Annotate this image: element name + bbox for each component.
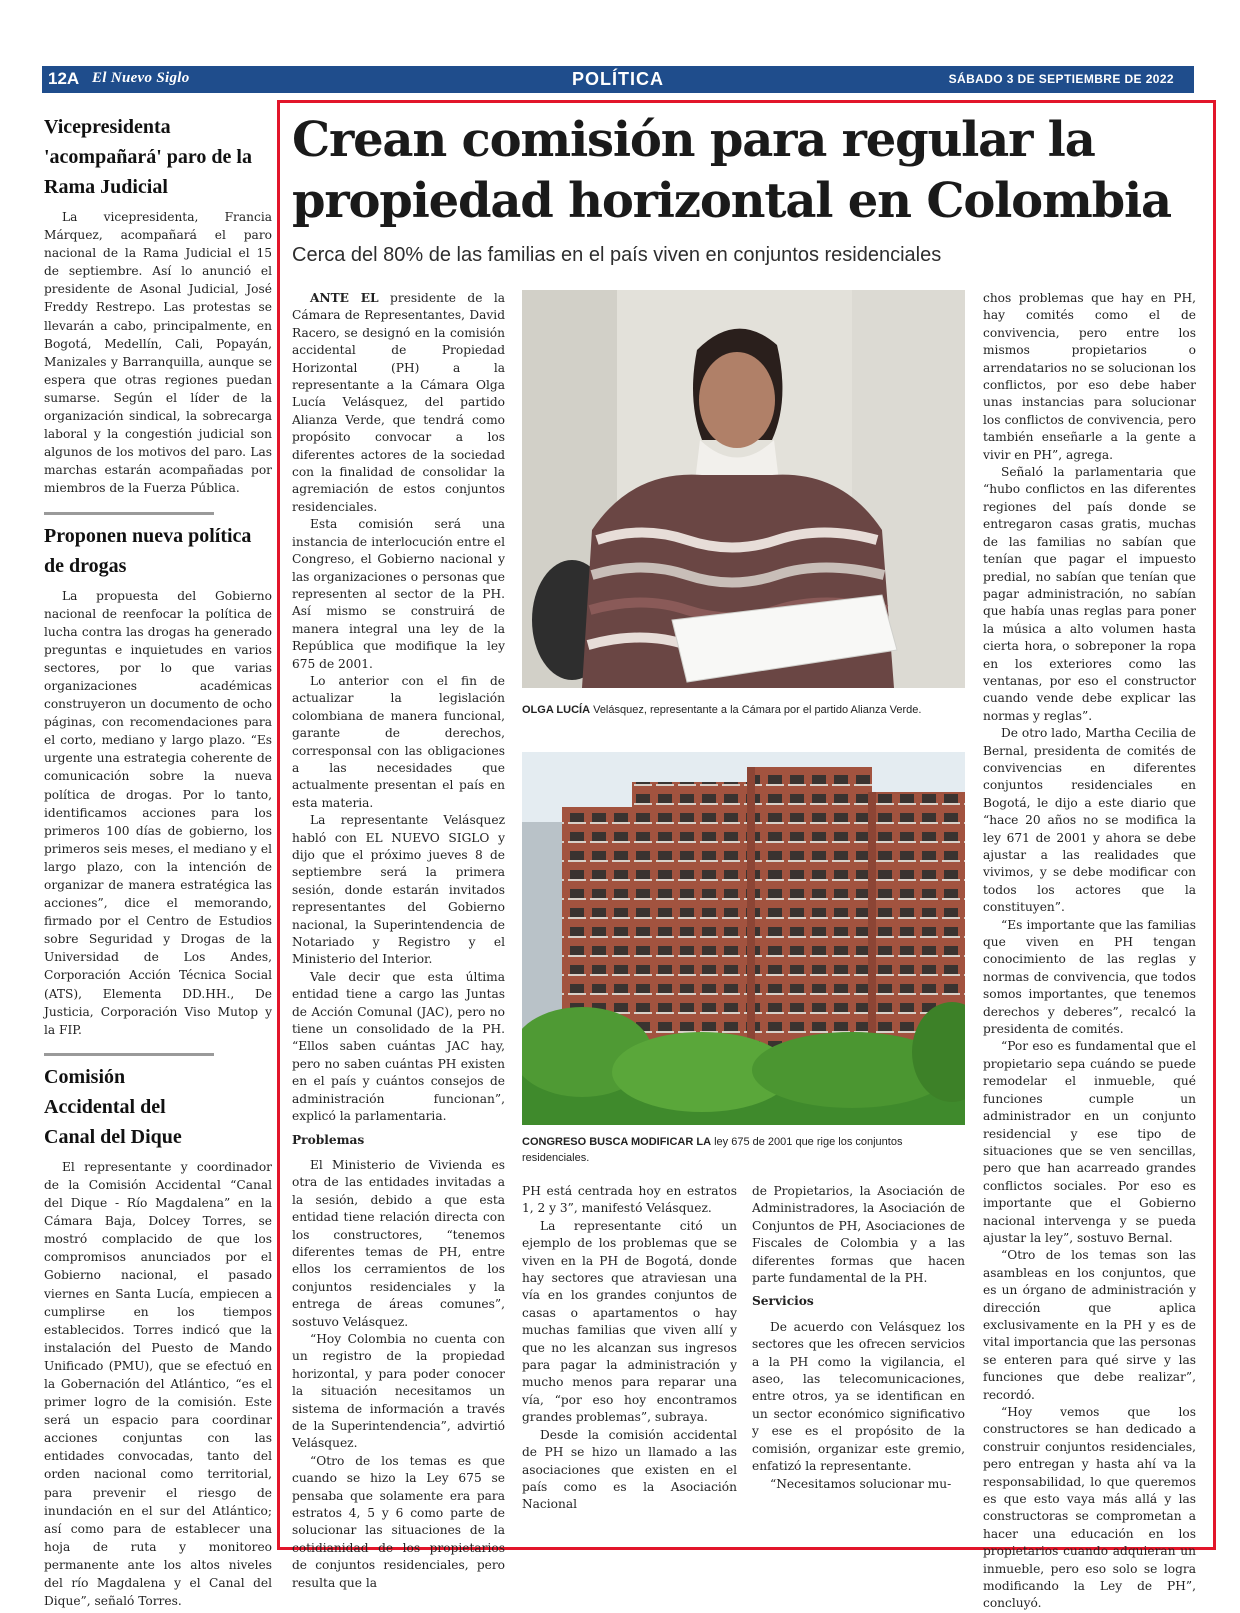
divider <box>44 512 214 515</box>
sidebar-briefs <box>44 112 272 1610</box>
brief-body: El representante y coordinador de la Comisión Accidental “Canal del Dique - Río Magdalena” en la Cámara Baja, Dolcey Torres, se mostró complacido de que los compromisos anunciados por el Gobierno nacional, el pasado viernes en Santa Lucía, empiecen a cumplirse en los tiempos establecidos. Torres indicó que la instalación del Puesto de Mando Unificado (PMU), que se efectuó en la Gobernación del Atlántico, “es el primer logro de la comisión. Este será un espacio para coordinar acciones conjuntas con las entidades convocadas, tanto del orden nacional como territorial, para prevenir el riesgo de inundación en el sur del Atlántico; así como para de establecer una hoja de ruta y monitoreo permanente ante los altos niveles del río Magdalena y el Canal del Dique”, señaló Torres. <box>44 1159 272 1609</box>
paragraph: Vale decir que esta última entidad tiene a cargo las Juntas de Acción Comunal (JAC), pero no tiene un consolidado de la PH. “Ellos saben cuántas JAC hay, pero no saben cuántas PH existen en el país y cuántos consejos de administración funcionan”, explicó la parlamentaria. <box>292 969 505 1124</box>
subheading-problemas: Problemas <box>292 1132 365 1147</box>
paragraph: ANTE EL presidente de la Cámara de Representantes, David Racero, se designó en la comisión accidental de Propiedad Horizontal (PH) a la representante a la Cámara Olga Lucía Velásquez, del partido Alianza Verde, que tendrá como propósito convocar a los diferentes actores de la sociedad con la finalidad de consolidar la agremiación de estos conjuntos residenciales. <box>292 291 505 514</box>
paragraph: chos problemas que hay en PH, hay comités como el de convivencia, pero entre los mismos propietarios o arrendatarios no se solucionan los conflictos, por eso debe haber unas instancias para solucionar los conflictos de convivencia, pero también enseñarle a la gente a vivir en PH”, agrega. <box>983 291 1196 462</box>
paragraph: de Propietarios, la Asociación de Administradores, la Asociación de Conjuntos de PH, Asociaciones de Fiscales de Colombia y a las diferentes formas que hacen parte fundamental de la PH. <box>752 1184 965 1286</box>
paragraph: “Por eso es fundamental que el propietario sepa cuándo se puede remodelar el inmueble, qué funciones cumple un administrador en un conjunto residencial y ese tipo de situaciones que se ven sencillas, pero que han acarreado grandes conflictos sociales. Por eso es importante que el Gobierno nacional intervenga y se pueda ajustar la ley”, sostuvo Bernal. <box>983 1039 1196 1245</box>
building-illustration <box>522 752 965 1125</box>
article-column-3 <box>752 1183 965 1493</box>
photo-caption-1: OLGA LUCÍA Velásquez, representante a la Cámara por el partido Alianza Verde. <box>522 704 922 716</box>
subheading-servicios: Servicios <box>752 1294 814 1309</box>
brief-politica-drogas <box>44 521 272 1039</box>
paragraph: Desde la comisión accidental de PH se hizo un llamado a las asociaciones que existen en el país como es la Asociación Nacional <box>522 1427 737 1512</box>
page-number: 12A <box>48 69 80 88</box>
paragraph: “Hoy vemos que los constructores se han dedicado a construir conjuntos residenciales, pero entregan y hasta ahí va la responsabilidad, lo que queremos es que esto vaya más allá y las constructoras se comprometan a hacer una educación en los propietarios cuando adquieran un inmueble, pero eso solo se logra modificando la Ley de PH”, concluyó. <box>983 1405 1196 1611</box>
section-title: POLÍTICA <box>572 69 664 89</box>
photo-buildings <box>522 752 965 1125</box>
brief-title: Proponen nueva política de drogas <box>44 524 252 577</box>
brief-body: La vicepresidenta, Francia Márquez, acompañará el paro nacional de la Rama Judicial el 15 de septiembre. Así lo anunció el presidente de Asonal Judicial, José Freddy Restrepo. Las protestas se llevarán a cabo, principalmente, en Bogotá, Medellín, Cali, Popayán, Manizales y Barranquilla, aunque se espera que otras regiones puedan sumarse. Según el líder de la organización sindical, la sobrecarga laboral y la congestión judicial son algunos de los motivos del paro. Las marchas estarán acompañadas por miembros de la Fuerza Pública. <box>44 210 272 496</box>
paragraph: Señaló la parlamentaria que “hubo conflictos en las diferentes regiones del país donde se entregaron casas gratis, muchas de las familias no sabían que tenían que pagar el impuesto predial, no sabían que tenían que pagar administración, no sabían que había unas reglas para poner la música a alto volumen hasta cierta hora, o sobreponer la ropa en los exteriores como las ventanas, por eso el constructor cuando vende debe explicar las normas y reglas”. <box>983 465 1196 723</box>
brief-canal-dique <box>44 1062 272 1610</box>
brief-title: Comisión Accidental del Canal del Dique <box>44 1065 182 1148</box>
photo-caption-2: CONGRESO BUSCA MODIFICAR LA ley 675 de 2001 que rige los conjuntos residenciales. <box>522 1136 903 1164</box>
issue-date: SÁBADO 3 DE SEPTIEMBRE DE 2022 <box>948 72 1174 86</box>
article-deck: Cerca del 80% de las familias en el país viven en conjuntos residenciales <box>292 244 942 266</box>
paragraph: Lo anterior con el fin de actualizar la legislación colombiana de manera funcional, garante de derechos, corresponsal con las obligaciones a las necesidades que actualmente presentan el país en esta materia. <box>292 673 505 810</box>
paragraph: “Es importante que las familias que viven en PH tengan conocimiento de las reglas y normas de convivencia, que todos somos importantes, que tenemos derechos y deberes”, recalcó la presidenta de comités. <box>983 917 1196 1037</box>
photo-olga-lucia <box>522 290 965 688</box>
article-column-2 <box>522 1183 737 1514</box>
newspaper-name: El Nuevo Siglo <box>92 70 190 86</box>
paragraph: De acuerdo con Velásquez los sectores que les ofrecen servicios a la PH como la vigilancia, el aseo, las telecomunicaciones, entre otros, ya se identifican en un sector económico significativo y ese es el propósito de la comisión, organizar este gremio, enfatizó la representante. <box>752 1319 965 1474</box>
article-headline: Crean comisión para regular la propiedad horizontal en Colombia <box>292 112 1171 229</box>
paragraph: “Otro de los temas son las asambleas en los conjuntos, que es un órgano de administración y dirección que aplica exclusivamente en la PH y es de vital importancia que las personas se enteren para qué sirve y las funciones que debe realizar”, recordó. <box>983 1248 1196 1402</box>
brief-title: Vicepresidenta 'acompañará' paro de la Rama Judicial <box>44 116 252 198</box>
lead-in: ANTE EL <box>310 291 379 305</box>
paragraph: La representante Velásquez habló con EL NUEVO SIGLO y dijo que el próximo jueves 8 de septiembre será la primera sesión, donde estarán invitados representantes del Gobierno nacional, la Superintendencia de Notariado y Registro y el Ministerio del Interior. <box>292 813 505 967</box>
masthead-bar <box>42 66 1194 93</box>
paragraph: De otro lado, Martha Cecilia de Bernal, presidenta de comités de convivencias en diferentes conjuntos residenciales en Bogotá, le dijo a este diario que “hace 20 años no se modifica la ley 671 de 2001 y ahora se debe ajustar a las realidades que vivimos, y se debe modificar con todos los actores que la constituyen”. <box>983 726 1196 915</box>
brief-vicepresidenta <box>44 112 272 498</box>
paragraph: Esta comisión será una instancia de interlocución entre el Congreso, el Gobierno nacional y las organizaciones o personas que representen al sector de la PH. Así mismo se construirá de manera integral una ley de la República que modifique la ley 675 de 2001. <box>292 517 505 671</box>
divider <box>44 1053 214 1056</box>
paragraph: “Hoy Colombia no cuenta con un registro de la propiedad horizontal, y para poder conocer la situación necesitamos un sistema de información a través de la Superintendencia”, advirtió Velásquez. <box>292 1331 505 1451</box>
brief-body: La propuesta del Gobierno nacional de reenfocar la política de lucha contra las drogas ha generado preguntas e inquietudes en varios sectores, por lo que varias organizaciones académicas construyeron un documento de ocho páginas, con recomendaciones para el corto, mediano y largo plazo. “Es urgente una estrategia coherente de comunicación sobre la nueva política de drogas. Por lo tanto, identificamos acciones para los primeros 100 días de gobierno, los primeros seis meses, el mediano y el largo plazo, con la intención de organizar de manera estratégica las acciones”, dice el memorando, firmado por el Centro de Estudios sobre Seguridad y Drogas de la Universidad de Los Andes, Corporación Acción Técnica Social (ATS), Elementa DD.HH., De Justicia, Corporación Viso Mutop y la FIP. <box>44 588 272 1037</box>
paragraph: El Ministerio de Vivienda es otra de las entidades invitadas a la sesión, debido a que esta entidad tiene relación directa con los constructores, “tenemos diferentes temas de PH, entre ellos los cerramientos de los conjuntos residenciales y la entrega de áreas comunes”, sostuvo Velásquez. <box>292 1157 505 1329</box>
paragraph: La representante citó un ejemplo de los problemas que se viven en la PH de Bogotá, donde hay sectores que atraviesan una vía en los grandes conjuntos de casas o apartamentos o hay muchas familias que viven allí y que no les alcanzan sus ingresos para pagar la administración y mucho menos para reparar una vía, “por eso hoy encontramos grandes problemas”, subraya. <box>522 1218 737 1425</box>
paragraph: “Otro de los temas es que cuando se hizo la Ley 675 se pensaba que solamente era para estratos 4, 5 y 6 como parte de solucionar las situaciones de la cotidianidad de los propietarios de conjuntos residenciales, pero resulta que la <box>292 1453 505 1590</box>
article-column-1 <box>292 290 505 1592</box>
paragraph: PH está centrada hoy en estratos 1, 2 y 3”, manifestó Velásquez. <box>522 1184 737 1216</box>
portrait-illustration <box>522 290 965 688</box>
paragraph: “Necesitamos solucionar mu- <box>770 1476 952 1491</box>
article-column-4 <box>983 290 1196 1613</box>
